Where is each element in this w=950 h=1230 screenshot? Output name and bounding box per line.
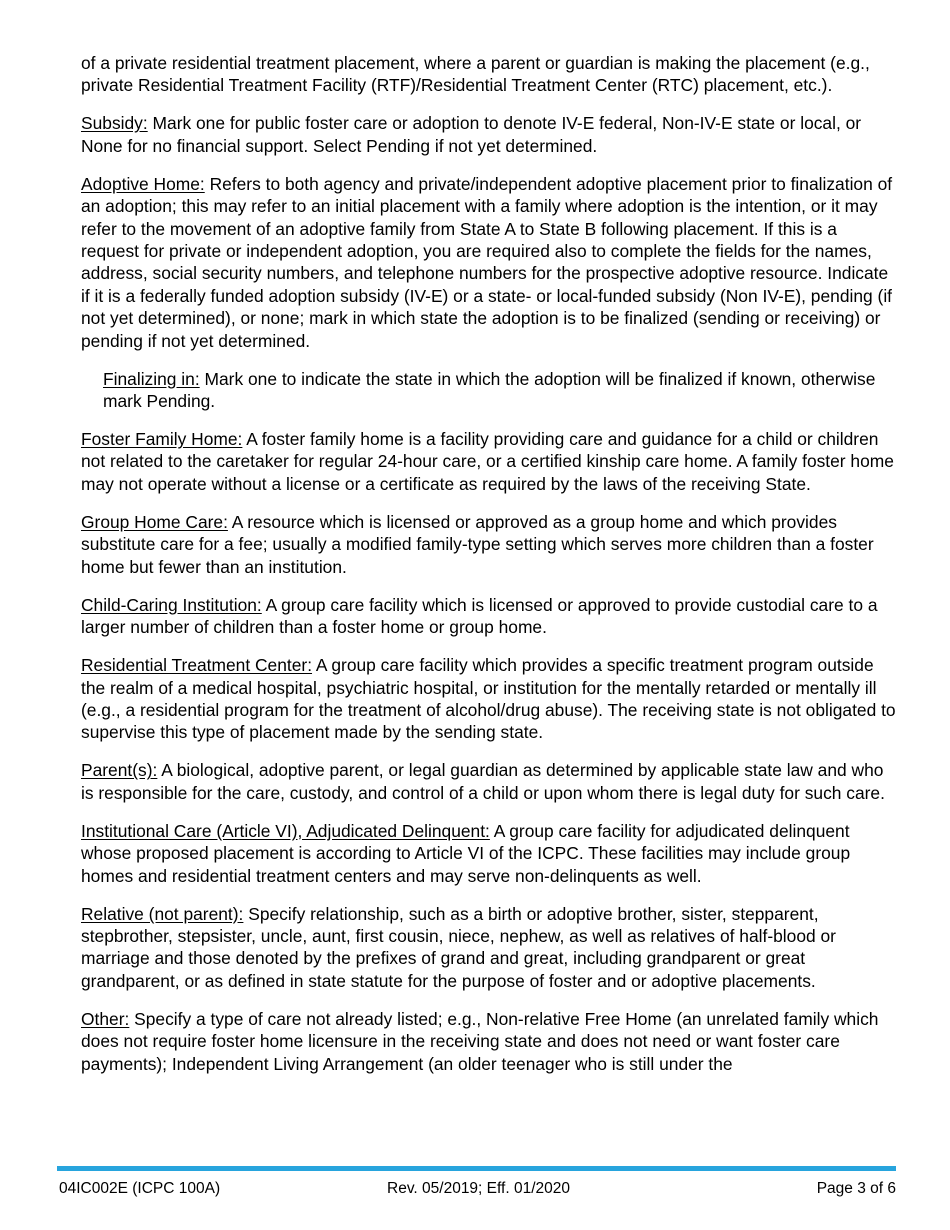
definition-adoptive-home [81,173,896,352]
term-parents: Parent(s): [81,760,158,781]
definition-residential-treatment-center [81,654,896,744]
term-finalizing-in: Finalizing in: [103,368,200,389]
page-number: Page 3 of 6 [816,1180,896,1197]
definition-text: A group care facility which is licensed or approved to provide custodial care to a larger number of children than a foster home or group home. [81,594,878,638]
definition-child-caring-institution [81,594,896,639]
definition-text: A foster family home is a facility providing care and guidance for a child or children not related to the caretaker for regular 24-hour care, or a certified kinship care home. A family foster home may not operate without a license or a certificate as required by the laws of the receiving State. [81,429,894,494]
footer-divider [57,1166,896,1171]
definition-text: A group care facility which provides a specific treatment program outside the realm of a medical hospital, psychiatric hospital, or institution for the mentally retarded or mentally ill (e.g., a residential program for the treatment of alcohol/drug abuse). The receiving state is not obligated to supervise this type of placement made by the sending state. [81,655,896,743]
definition-foster-family-home [81,428,896,495]
definition-finalizing-in [81,368,896,413]
form-id: 04IC002E (ICPC 100A) [59,1180,221,1197]
document-body [81,52,896,1091]
term-relative: Relative (not parent): [81,903,244,924]
term-adoptive-home: Adoptive Home: [81,173,205,194]
definition-group-home-care [81,511,896,578]
continuation-paragraph [81,52,896,97]
definition-text: Mark one to indicate the state in which the adoption will be finalized if known, otherwise mark Pending. [103,368,876,412]
term-foster-family-home: Foster Family Home: [81,429,243,450]
revision-date: Rev. 05/2019; Eff. 01/2020 [387,1180,570,1197]
definition-text: Specify relationship, such as a birth or adoptive brother, sister, stepparent, stepbrother, stepsister, uncle, aunt, first cousin, niece, nephew, as well as relatives of half-blood or marriage and those denoted by the prefixes of grand and great, including grandparent or great grandparent, or as defined in state statute for the purpose of foster and or adoptive placements. [81,903,836,991]
definition-text: A group care facility for adjudicated delinquent whose proposed placement is according to Article VI of the ICPC. These facilities may include group homes and residential treatment centers and may serve non-delinquents as well. [81,820,851,886]
term-institutional-care: Institutional Care (Article VI), Adjudicated Delinquent: [81,820,490,841]
definition-parents [81,759,896,804]
definition-text: Refers to both agency and private/independent adoptive placement prior to finalization of an adoption; this may refer to an initial placement with a family where adoption is the intention, or it may refer to the movement of an adoptive family from State A to State B following placement. If this is a request for private or independent adoption, you are required also to complete the fields for the names, address, social security numbers, and telephone numbers for the prospective adoptive resource. Indicate if it is a federally funded adoption subsidy (IV-E) or a state- or local-funded subsidy (Non IV-E), pending (if not yet determined), or none; mark in which state the adoption is to be finalized (sending or receiving) or pending if not yet determined. [81,173,893,351]
definition-institutional-care [81,820,896,887]
definition-text: Specify a type of care not already listed; e.g., Non-relative Free Home (an unrelated family which does not require foster home licensure in the receiving state and does not need or want foster care payments); Independent Living Arrangement (an older teenager who is still under the [81,1008,879,1074]
definition-text: A biological, adoptive parent, or legal guardian as determined by applicable state law and who is responsible for the care, custody, and control of a child or upon whom there is legal duty for such care. [81,760,885,803]
definition-other [81,1008,896,1075]
term-child-caring-institution: Child-Caring Institution: [81,594,262,615]
definition-relative [81,903,896,993]
definition-text: A resource which is licensed or approved as a group home and which provides substitute care for a fee; usually a modified family-type setting which serves more children than a foster home but fewer than an institution. [81,511,874,577]
term-subsidy: Subsidy: [81,113,148,134]
definition-subsidy [81,112,896,157]
paragraph-text: of a private residential treatment placement, where a parent or guardian is making the placement (e.g., private Residential Treatment Facility (RTF)/Residential Treatment Center (RTC) placement, etc.). [81,53,870,96]
term-other: Other: [81,1008,130,1029]
definition-text: Mark one for public foster care or adoption to denote IV-E federal, Non-IV-E state or local, or None for no financial support. Select Pending if not yet determined. [81,113,862,156]
term-residential-treatment-center: Residential Treatment Center: [81,655,313,676]
term-group-home-care: Group Home Care: [81,511,228,532]
